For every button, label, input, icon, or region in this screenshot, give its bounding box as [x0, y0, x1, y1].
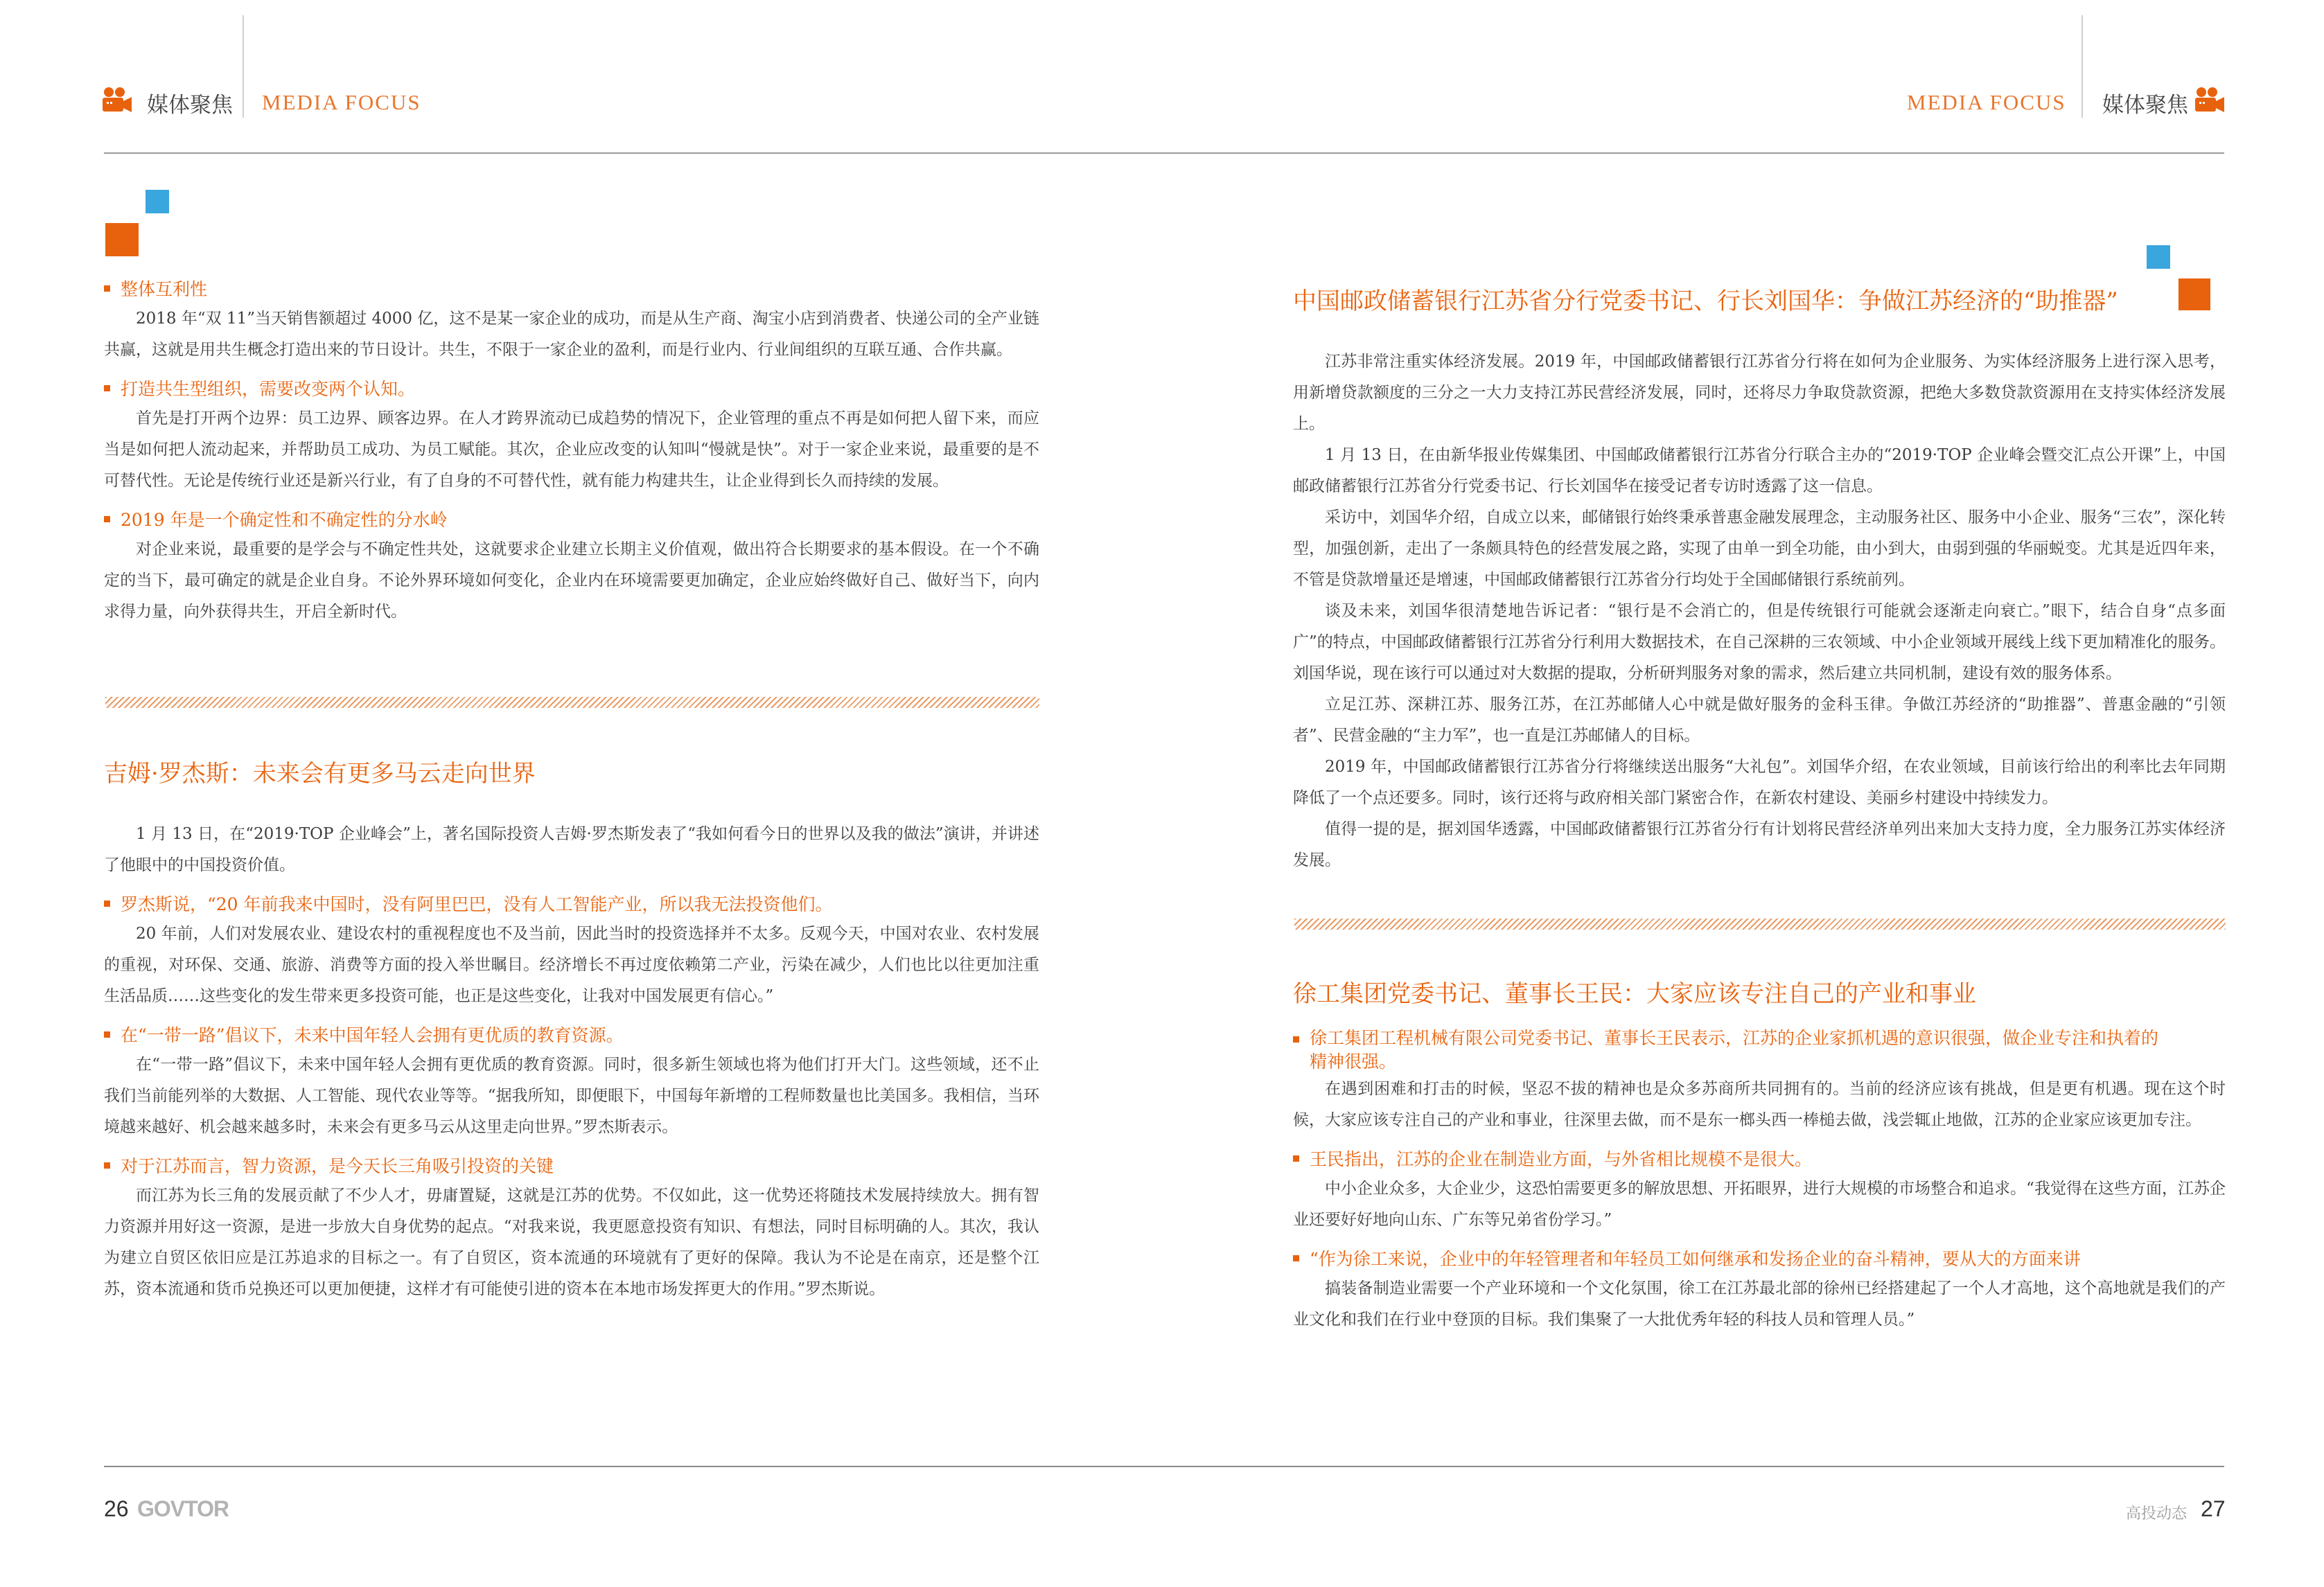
article-paragraph: 2019 年，中国邮政储蓄银行江苏省分行将继续送出服务“大礼包”。刘国华介绍，在农业领域，目前该行给出的利率比去年同期降低了一个点还要多。同时，该行还将与政府相关部门紧密合作，在新农村建设、美丽乡村建设中持续发力。: [1293, 758, 2226, 807]
item-heading: “作为徐工来说，企业中的年轻管理者和年轻员工如何继承和发扬企业的奋斗精神，要从大的方面来讲: [1293, 1245, 2226, 1273]
article-body: [1293, 346, 2226, 876]
item-paragraph: 在遇到困难和打击的时候，坚忍不拔的精神也是众多苏商所共同拥有的。当前的经济应该有挑战，但是更有机遇。现在这个时候，大家应该专注自己的产业和事业，往深里去做，而不是东一榔头西一棒槌去做，浅尝辄止地做，江苏的企业家应该更加专注。: [1293, 1080, 2226, 1129]
item-paragraph: 2018 年“双 11”当天销售额超过 4000 亿，这不是某一家企业的成功，而是从生产商、淘宝小店到消费者、快递公司的全产业链共赢，这就是用共生概念打造出来的节日设计。共生，不限于一家企业的盈利，而是行业内、行业间组织的互联互通、合作共赢。: [104, 310, 1039, 359]
camera-icon: [101, 86, 133, 114]
item-paragraph: 搞装备制造业需要一个产业环境和一个文化氛围，徐工在江苏最北部的徐州已经搭建起了一个人才高地，这个高地就是我们的产业文化和我们在行业中登顶的目标。我们集聚了一大批优秀年轻的科技人员和管理人员。”: [1293, 1279, 2226, 1329]
decor-square-blue-right: [2147, 245, 2170, 269]
footer-rule: [104, 1466, 2224, 1467]
article-intro: 1 月 13 日，在“2019·TOP 企业峰会”上，著名国际投资人吉姆·罗杰斯发表了“我如何看今日的世界以及我的做法”演讲，并讲述了他眼中的中国投资价值。: [104, 825, 1039, 874]
item-paragraph: 对企业来说，最重要的是学会与不确定性共处，这就要求企业建立长期主义价值观，做出符合长期要求的基本假设。在一个不确定的当下，最可确定的就是企业自身。不论外界环境如何变化，企业内在环境需要更加确定，企业应始终做好自己、做好当下，向内求得力量，向外获得共生，开启全新时代。: [104, 540, 1039, 621]
left-header-divider: [243, 15, 244, 118]
article-paragraph: 立足江苏、深耕江苏、服务江苏，在江苏邮储人心中就是做好服务的金科玉律。争做江苏经济的“助推器”、普惠金融的“引领者”、民营金融的“主力军”，也一直是江苏邮储人的目标。: [1293, 695, 2226, 745]
rogers-article: [104, 756, 1039, 1305]
article-item: [1293, 1245, 2226, 1336]
item-heading: 罗杰斯说，“20 年前我来中国时，没有阿里巴巴，没有人工智能产业，所以我无法投资他们。: [104, 891, 1039, 919]
header-rule: [104, 152, 2224, 154]
article-item: [104, 1153, 1039, 1305]
article-paragraph: 值得一提的是，据刘国华透露，中国邮政储蓄银行江苏省分行有计划将民营经济单列出来加大支持力度，全力服务江苏实体经济发展。: [1293, 820, 2226, 869]
article-paragraph: 谈及未来，刘国华很清楚地告诉记者：“银行是不会消亡的，但是传统银行可能就会逐渐走向衰亡。”眼下，结合自身“点多面广”的特点，中国邮政储蓄银行江苏省分行利用大数据技术，在自己深耕的三农领域、中小企业领域开展线上线下更加精准化的服务。刘国华说，现在该行可以通过对大数据的提取，分析研判服务对象的需求，然后建立共同机制，建设有效的服务体系。: [1293, 602, 2226, 682]
right-header-icon: [2194, 86, 2226, 114]
section-item: [104, 506, 1039, 628]
right-page-number: 27: [2201, 1496, 2226, 1521]
footer-label: 高投动态: [2126, 1505, 2187, 1523]
xcmg-article: [1293, 977, 2226, 1336]
article-item: [1293, 1027, 2226, 1136]
item-paragraph: 而江苏为长三角的发展贡献了不少人才，毋庸置疑，这就是江苏的优势。不仅如此，这一优势还将随技术发展持续放大。拥有智力资源并用好这一资源，是进一步放大自身优势的起点。“对我来说，我更愿意投资有知识、有想法，同时目标明确的人。其次，我认为建立自贸区依旧应是江苏追求的目标之一。有了自贸区，资本流通的环境就有了更好的保障。我认为不论是在南京，还是整个江苏，资本流通和货币兑换还可以更加便捷，这样才有可能使引进的资本在本地市场发挥更大的作用。”罗杰斯说。: [104, 1187, 1039, 1298]
brand-logo: GOVTOR: [137, 1496, 229, 1521]
item-paragraph: 20 年前，人们对发展农业、建设农村的重视程度也不及当前，因此当时的投资选择并不太多。反观今天，中国对农业、农村发展的重视，对环保、交通、旅游、消费等方面的投入举世瞩目。经济增长不再过度依赖第二产业，污染在减少，人们也比以往更加注重生活品质……这些变化的发生带来更多投资可能，也正是这些变化，让我对中国发展更有信心。”: [104, 925, 1039, 1005]
section-divider: [105, 697, 1039, 708]
article-item: [104, 1022, 1039, 1143]
postal-bank-article: [1293, 284, 2226, 876]
section-item: [104, 276, 1039, 366]
item-heading: 整体互利性: [104, 276, 1039, 303]
right-section-title-en: MEDIA FOCUS: [1907, 90, 2066, 114]
article-title: 徐工集团党委书记、董事长王民：大家应该专注自己的产业和事业: [1293, 980, 1976, 1008]
item-paragraph: 在“一带一路”倡议下，未来中国年轻人会拥有更优质的教育资源。同时，很多新生领域也将为他们打开大门。这些领域，还不止我们当前能列举的大数据、人工智能、现代农业等等。“据我所知，即便眼下，中国每年新增的工程师数量也比美国多。我相信，当环境越来越好、机会越来越多时，未来会有更多马云从这里走向世界。”罗杰斯表示。: [104, 1056, 1039, 1136]
decor-square-blue-left: [146, 190, 169, 213]
item-paragraph: 首先是打开两个边界：员工边界、顾客边界。在人才跨界流动已成趋势的情况下，企业管理的重点不再是如何把人留下来，而应当是如何把人流动起来，并帮助员工成功、为员工赋能。其次，企业应改变的认知叫“慢就是快”。对于一家企业来说，最重要的是不可替代性。无论是传统行业还是新兴行业，有了自身的不可替代性，就有能力构建共生，让企业得到长久而持续的发展。: [104, 409, 1039, 490]
right-header-divider: [2081, 15, 2083, 118]
item-heading: 对于江苏而言，智力资源，是今天长三角吸引投资的关键: [104, 1153, 1039, 1180]
item-heading: 王民指出，江苏的企业在制造业方面，与外省相比规模不是很大。: [1293, 1146, 2226, 1173]
section-divider: [1294, 919, 2226, 930]
article-title: 吉姆·罗杰斯：未来会有更多马云走向世界: [104, 760, 536, 788]
article-paragraph: 1 月 13 日，在由新华报业传媒集团、中国邮政储蓄银行江苏省分行联合主办的“2019·TOP 企业峰会暨交汇点公开课”上，中国邮政储蓄银行江苏省分行党委书记、行长刘国华在接受记者专访时透露了这一信息。: [1293, 446, 2226, 495]
left-header-icon: [101, 86, 133, 114]
item-heading: 2019 年是一个确定性和不确定性的分水岭: [104, 506, 1039, 534]
article-item: [104, 891, 1039, 1012]
camera-icon: [2194, 86, 2226, 114]
right-section-title-cn: 媒体聚焦: [2102, 93, 2188, 118]
article-paragraph: 采访中，刘国华介绍，自成立以来，邮储银行始终秉承普惠金融发展理念，主动服务社区、服务中小企业、服务“三农”，深化转型，加强创新，走出了一条颇具特色的经营发展之路，实现了由单一到全功能，由小到大，由弱到强的华丽蜕变。尤其是近四年来，不管是贷款增量还是增速，中国邮政储蓄银行江苏省分行均处于全国邮储银行系统前列。: [1293, 508, 2226, 589]
left-section-title-cn: 媒体聚焦: [147, 93, 233, 118]
item-heading: 在“一带一路”倡议下，未来中国年轻人会拥有更优质的教育资源。: [104, 1022, 1039, 1049]
left-page-number: 26: [104, 1496, 129, 1521]
left-section-title-en: MEDIA FOCUS: [262, 90, 421, 114]
article-title: 中国邮政储蓄银行江苏省分行党委书记、行长刘国华：争做江苏经济的“助推器”: [1293, 287, 2118, 315]
decor-square-orange-left: [105, 223, 139, 256]
left-top-section: [104, 276, 1039, 628]
article-paragraph: 江苏非常注重实体经济发展。2019 年，中国邮政储蓄银行江苏省分行将在如何为企业服务、为实体经济服务上进行深入思考，用新增贷款额度的三分之一大力支持江苏民营经济发展，同时，还将尽力争取贷款资源，把绝大多数贷款资源用在支持实体经济发展上。: [1293, 353, 2226, 433]
item-paragraph: 中小企业众多，大企业少，这恐怕需要更多的解放思想、开拓眼界，进行大规模的市场整合和追求。“我觉得在这些方面，江苏企业还要好好地向山东、广东等兄弟省份学习。”: [1293, 1180, 2226, 1229]
section-item: [104, 375, 1039, 497]
item-heading: 徐工集团工程机械有限公司党委书记、董事长王民表示，江苏的企业家抓机遇的意识很强，做企业专注和执着的精神很强。: [1293, 1027, 2162, 1074]
article-item: [1293, 1146, 2226, 1236]
item-heading: 打造共生型组织，需要改变两个认知。: [104, 375, 1039, 403]
